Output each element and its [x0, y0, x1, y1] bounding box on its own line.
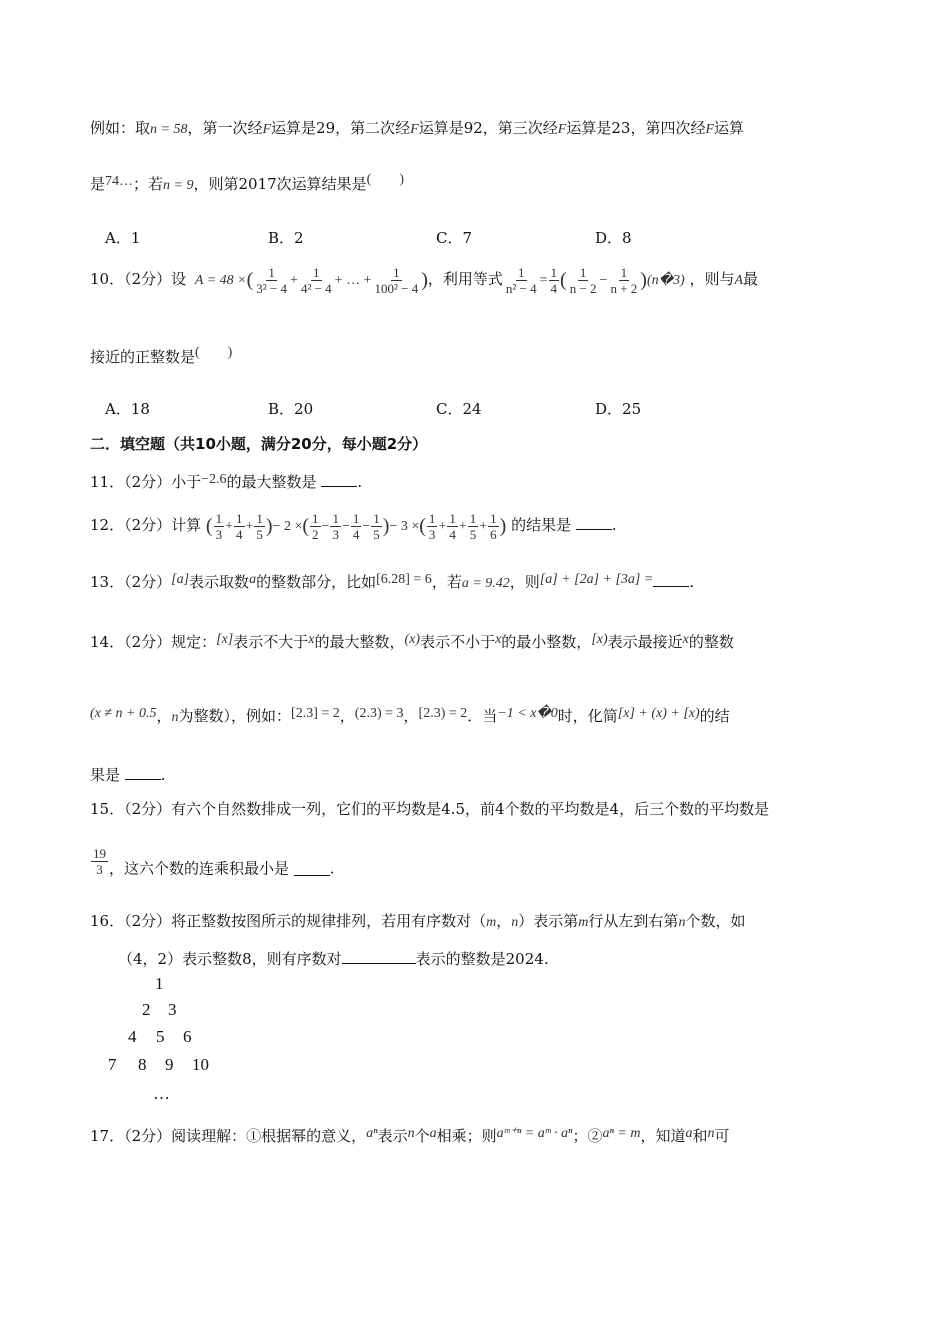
math-a: a: [685, 1126, 693, 1141]
fraction: $\frac{1}{5}$: [256, 510, 263, 542]
math-a-value: a = 9.42: [461, 576, 510, 591]
paren-open: (: [205, 515, 213, 537]
triangle-number: 8: [138, 1055, 147, 1074]
triangle-number: 3: [168, 1000, 177, 1019]
q16-text: 个数，如: [685, 912, 746, 930]
answer-blank[interactable]: [321, 472, 357, 487]
math-example: [6.28] = 6: [376, 572, 432, 587]
math-operator: +: [479, 519, 488, 534]
math-a: a: [429, 1126, 437, 1141]
q17-text: 表示: [377, 1127, 408, 1145]
q14-text: 的整数: [688, 633, 734, 651]
q14-text: 的最小整数，: [501, 633, 592, 651]
q11-text: 11．（2分）小于: [90, 473, 202, 491]
math-F: F: [262, 122, 272, 137]
math-floor-x: [x]: [216, 632, 234, 647]
triangle-number: 10: [192, 1055, 209, 1074]
math-F: F: [705, 122, 715, 137]
q14-text: 时，化简: [557, 707, 618, 725]
fraction: $\frac{1}{4}$: [352, 510, 360, 542]
fraction: $\frac{1}{n + 2}$: [610, 264, 638, 296]
q16-line2: [118, 949, 549, 969]
answer-blank[interactable]: [125, 765, 161, 780]
math-operator: +: [245, 519, 254, 534]
option-b: B．2: [268, 229, 304, 247]
math-condition: (x ≠ n + 0.5: [90, 706, 157, 721]
q16-text: 行从左到右第: [588, 912, 679, 930]
fraction: $\frac{1}{\text{4² − 4}}$: [300, 264, 332, 296]
math-n: n: [511, 915, 519, 930]
triangle-number: 5: [156, 1027, 165, 1046]
triangle-number: 9: [165, 1055, 174, 1074]
option-c: C．24: [436, 400, 482, 418]
q12-text: 的结果是: [511, 516, 572, 534]
triangle-ellipsis: …: [153, 1084, 170, 1103]
q14-text: 14．（2分）规定：: [90, 633, 217, 651]
q10-options: [105, 399, 641, 419]
q16-text: 表示的整数是2024.: [415, 950, 549, 968]
q12-text: 12．（2分）计算: [90, 516, 202, 534]
math-a-pow-n-eq-m: aⁿ = m: [602, 1126, 641, 1141]
fraction: $\frac{1}{4}$: [236, 510, 243, 542]
q17-text: 个: [414, 1127, 430, 1145]
fraction: $\frac{1}{5}$: [373, 510, 380, 542]
math-n: n: [707, 1126, 715, 1141]
fraction: $\frac{1}{4}$: [550, 264, 558, 296]
triangle-number: 1: [155, 974, 164, 993]
fraction: $\frac{1}{\text{3² − 4}}$: [256, 264, 288, 296]
q17-text: 相乘；则: [436, 1127, 497, 1145]
math-neg-2-6: −2.6: [201, 472, 227, 487]
math-operator: +: [458, 519, 467, 534]
math-n-9: n = 9: [163, 178, 194, 193]
q9-line2: [90, 170, 404, 196]
q14-line1: [90, 630, 734, 652]
math-F: F: [557, 122, 567, 137]
triangle-number: 4: [128, 1027, 137, 1046]
math-x: x: [495, 632, 502, 647]
math-operator: −: [321, 519, 330, 534]
q9-text: ，则第2017次运算结果是: [193, 175, 367, 193]
paren-open: (: [302, 515, 310, 537]
q13-text: 表示取数: [189, 573, 250, 591]
answer-paren: ( ): [195, 345, 233, 360]
math-example-1: [2.3] = 2: [291, 706, 340, 721]
q14-line3: 果是 .: [90, 766, 166, 784]
math-sum: [a] + [2a] + [3a] =: [539, 572, 654, 587]
math-sum: [x] + (x) + [x): [617, 706, 700, 721]
q17-text: ，知道: [640, 1127, 686, 1145]
math-operator: − 2 ×: [272, 519, 303, 534]
fraction: $\frac{1}{6}$: [490, 510, 497, 542]
math-n: n: [678, 915, 686, 930]
q10-label: 10．（2分）设: [90, 270, 187, 288]
math-A-expr: A = 48 ×: [194, 273, 247, 288]
triangle-number: 6: [183, 1027, 192, 1046]
q15-line2: $\frac{19}{3}$ ，这六个数的连乘积最小是 .: [93, 846, 335, 878]
q14-text: 表示不大于: [233, 633, 309, 651]
option-a: A．18: [105, 400, 150, 418]
q17-text: 和: [692, 1127, 708, 1145]
math-a: a: [249, 572, 257, 587]
q9-line1: [90, 118, 744, 140]
math-a-pow-n: aⁿ: [366, 1126, 378, 1141]
q9-text: 运算是92，第三次经: [418, 119, 558, 137]
math-example-2: (2.3) = 3: [354, 706, 404, 721]
q17-text: 可: [714, 1127, 730, 1145]
q15-line1: 15．（2分）有六个自然数排成一列，它们的平均数是4.5，前4个数的平均数是4，后三个数的平均数是: [90, 800, 770, 818]
q13-text: 13．（2分）: [90, 573, 172, 591]
q9-text: 例如：取: [90, 119, 151, 137]
math-ceil-x: (x): [404, 632, 421, 647]
triangle-number: 7: [108, 1055, 117, 1074]
option-d: D．8: [595, 229, 632, 247]
fraction: $\frac{1}{4}$: [449, 510, 456, 542]
q9-text: ；若: [133, 175, 164, 193]
q9-text: 是: [90, 175, 106, 193]
math-A: A: [734, 273, 744, 288]
math-sequence: 74…: [105, 174, 134, 189]
option-c: C．7: [436, 229, 473, 247]
math-operator: +: [225, 519, 233, 534]
math-range: −1 < x�0: [497, 706, 558, 721]
q9-text: ，第一次经: [187, 119, 263, 137]
fraction: $\frac{1}{5}$: [469, 510, 477, 542]
fraction-19-3: $\frac{19}{3}$: [93, 846, 106, 877]
q16-text: 16．（2分）将正整数按图所示的规律排列，若用有序数对（: [90, 912, 487, 930]
answer-blank[interactable]: [342, 949, 416, 964]
math-x: x: [682, 632, 689, 647]
math-n: n: [171, 710, 179, 725]
answer-blank[interactable]: [294, 861, 330, 876]
section-heading: 二．填空题（共10小题，满分20分，每小题2分）: [90, 435, 428, 453]
math-condition: (n�3): [646, 273, 685, 288]
q14-line2: (x ≠ n + 0.5，n为整数），例如：[2.3] = 2，(2.3) = 3，[2.3) = 2．当−1 < x�0时，化简[x] + (x) + [x)的结: [90, 706, 730, 725]
fraction: $\frac{1}{3}$: [215, 510, 223, 542]
q16-text: （4，2）表示整数8，则有序数对: [118, 950, 342, 968]
q10-text: ，利用等式: [427, 270, 503, 288]
q10-text: 最: [743, 270, 759, 288]
fraction: $\frac{1}{\text{n² − 4}}$: [505, 264, 537, 296]
math-n-58: n = 58: [150, 122, 188, 137]
paren-open: (: [419, 515, 426, 537]
q14-text: 为整数），例如：: [178, 707, 292, 725]
paren-close: ): [499, 515, 507, 537]
q14-text: ．当: [467, 707, 498, 725]
math-n: n: [407, 1126, 415, 1141]
q10-line1: 10．（2分）设 A = 48 ×( $\frac{1}{\text{3² − 4}}$ + $\frac{1}{\text{4² − 4}}$ + … + $\frac{1}{\text{100² − 4}}$ )，利用等式 $\frac{1}{\text{n² − 4}}$ = $\frac{1}{4}$ ( $\frac{1}{n - 2}$ − $\frac{1}{n + 2}$ )(n�3) ，则与A最: [90, 264, 759, 296]
q17-text: ；②: [572, 1127, 603, 1145]
q13-text: 的整数部分，比如: [256, 573, 377, 591]
q13: 13．（2分）[a]表示取数a的整数部分，比如[6.28] = 6，若a = 9.42，则[a] + [2a] + [3a] = .: [90, 572, 695, 591]
fraction: $\frac{1}{3}$: [332, 510, 339, 542]
q10-text: ，则与: [689, 270, 735, 288]
answer-blank[interactable]: [653, 572, 689, 587]
q9-text: 运算是23，第四次经: [566, 119, 706, 137]
q9-text: 运算是29，第二次经: [271, 119, 411, 137]
option-a: A．1: [105, 229, 141, 247]
q12: 12．（2分）计算 ( $\frac{1}{3}$ + $\frac{1}{4}$ + $\frac{1}{5}$ )− 2 ×( $\frac{1}{2}$ − $\frac{1}{3}$ − $\frac{1}{4}$ − $\frac{1}{5}$ )− 3 ×( $\frac{1}{3}$ + $\frac{1}{4}$ + $\frac{1}{5}$ + $\frac{1}{6}$ ) 的结果是 .: [90, 510, 617, 542]
q9-text: 运算: [714, 119, 745, 137]
fraction: $\frac{1}{n - 2}$: [569, 264, 597, 296]
answer-paren: ( ): [366, 172, 404, 187]
fraction: $\frac{1}{3}$: [428, 510, 436, 542]
q16-line1: 16．（2分）将正整数按图所示的规律排列，若用有序数对（m，n）表示第m行从左到右第n个数，如: [90, 912, 746, 930]
option-d: D．25: [595, 400, 642, 418]
q11-text: 的最大整数是: [226, 473, 317, 491]
fraction: $\frac{1}{2}$: [312, 510, 319, 542]
q14-text: 表示最接近: [607, 633, 683, 651]
math-power-rule: aᵐ⁺ⁿ = aᵐ · aⁿ: [496, 1126, 573, 1141]
q16-text: ）表示第: [518, 912, 579, 930]
q14-text: 的结: [699, 707, 730, 725]
math-operator: − 3 ×: [389, 519, 420, 534]
q17-text: 17．（2分）阅读理解：①根据幂的意义，: [90, 1127, 367, 1145]
math-F: F: [410, 122, 419, 137]
math-bracket-a: [a]: [171, 572, 190, 587]
math-example-3: [2.3) = 2: [418, 706, 468, 721]
triangle-number: 2: [142, 1000, 151, 1019]
math-x: x: [308, 632, 315, 647]
math-operator: −: [341, 519, 350, 534]
math-round-x: [x): [591, 632, 608, 647]
fraction: $\frac{1}{\text{100² − 4}}$: [374, 264, 419, 296]
math-operator: +: [438, 519, 447, 534]
q13-text: ，则: [509, 573, 540, 591]
paren-close: ): [382, 515, 390, 537]
paren-close: ): [265, 515, 273, 537]
q10-text: 接近的正整数是: [90, 348, 196, 366]
q11: 11．（2分）小于−2.6的最大整数是 .: [90, 472, 363, 491]
q14-text: 的最大整数，: [314, 633, 405, 651]
q13-text: ，若: [431, 573, 462, 591]
q10-line2: [90, 343, 232, 367]
math-m: m: [578, 915, 589, 930]
math-m: m: [486, 915, 497, 930]
q9-options: [105, 228, 632, 248]
q15-text: ，这六个数的连乘积最小是: [109, 859, 290, 878]
math-dots: + … +: [334, 273, 372, 288]
answer-blank[interactable]: [576, 515, 612, 530]
q14-text: 表示不小于: [420, 633, 496, 651]
q14-text: 果是: [90, 766, 121, 784]
q17-line1: [90, 1124, 729, 1146]
paren-open: (: [246, 269, 254, 291]
math-operator: −: [362, 519, 371, 534]
paren-close: ): [421, 269, 428, 291]
option-b: B．20: [268, 400, 314, 418]
